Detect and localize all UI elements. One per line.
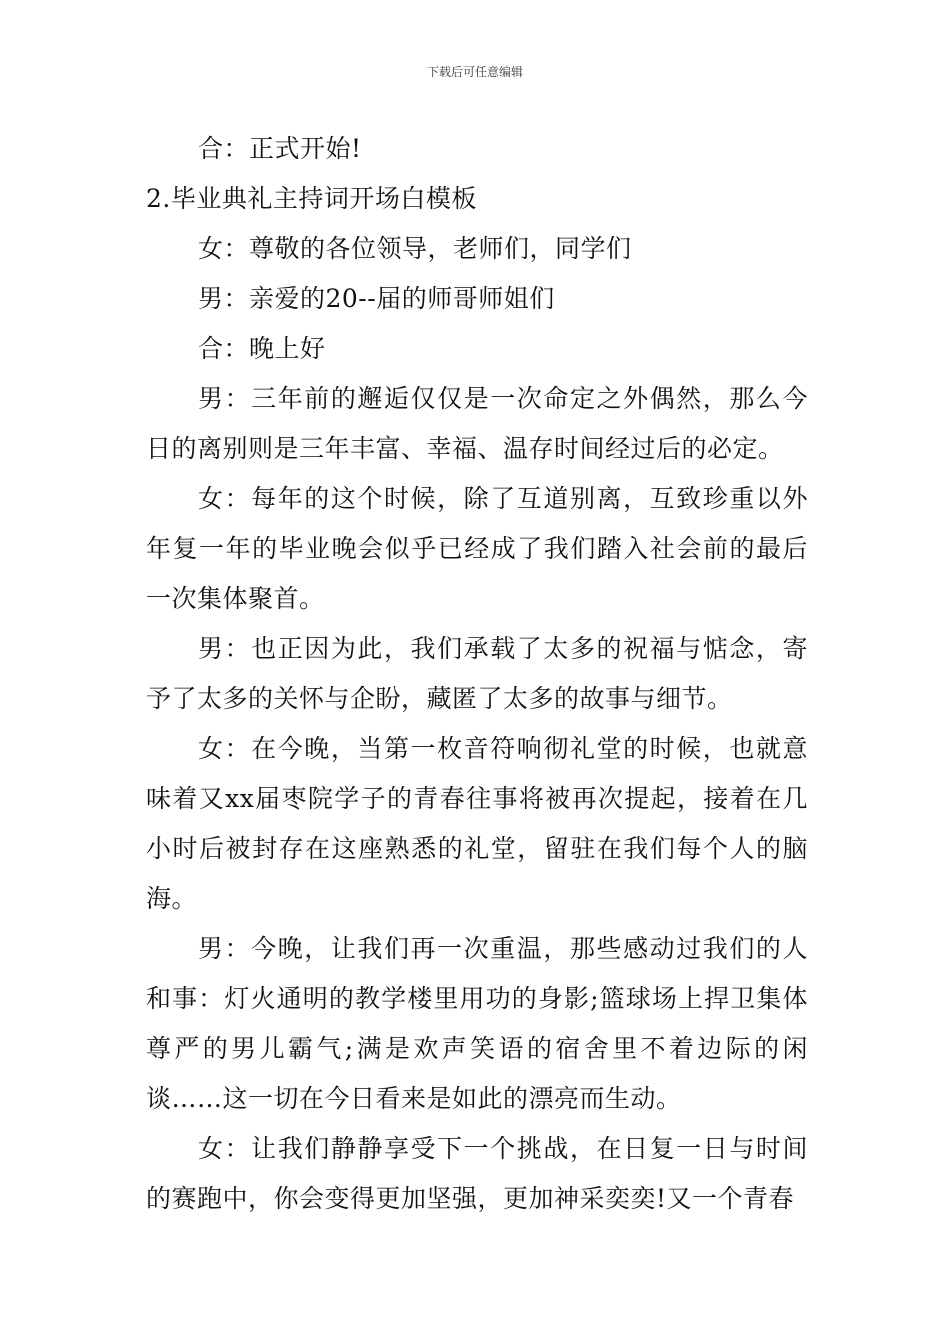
section-heading: 2.毕业典礼主持词开场白模板 (146, 184, 477, 213)
paragraph-7: 女：每年的这个时候，除了互道别离，互致珍重以外年复一年的毕业晚会似乎已经成了我们踏入社会前的最后一次集体聚首。 (146, 484, 808, 613)
document-body (146, 124, 808, 1224)
paragraph-9: 女：在今晚，当第一枚音符响彻礼堂的时候，也就意味着又xx届枣院学子的青春往事将被再次提起，接着在几小时后被封存在这座熟悉的礼堂，留驻在我们每个人的脑海。 (146, 734, 808, 913)
paragraph-3: 女：尊敬的各位领导，老师们，同学们 (198, 234, 632, 263)
paragraph-1: 合：正式开始! (198, 134, 362, 163)
paragraph-4: 男：亲爱的20--届的师哥师姐们 (198, 284, 555, 313)
page-header: 下载后可任意编辑 (426, 65, 523, 79)
paragraph-8: 男：也正因为此，我们承载了太多的祝福与惦念，寄予了太多的关怀与企盼，藏匿了太多的故事与细节。 (146, 634, 808, 713)
paragraph-10: 男：今晚，让我们再一次重温，那些感动过我们的人和事：灯火通明的教学楼里用功的身影;篮球场上捍卫集体尊严的男儿霸气;满是欢声笑语的宿舍里不着边际的闲谈……这一切在今日看来是如此的漂亮而生动。 (146, 934, 808, 1113)
paragraph-11: 女：让我们静静享受下一个挑战，在日复一日与时间的赛跑中，你会变得更加坚强，更加神采奕奕!又一个青春 (146, 1134, 808, 1213)
paragraph-5: 合：晚上好 (198, 334, 326, 363)
paragraph-6: 男：三年前的邂逅仅仅是一次命定之外偶然，那么今日的离别则是三年丰富、幸福、温存时间经过后的必定。 (146, 384, 808, 463)
